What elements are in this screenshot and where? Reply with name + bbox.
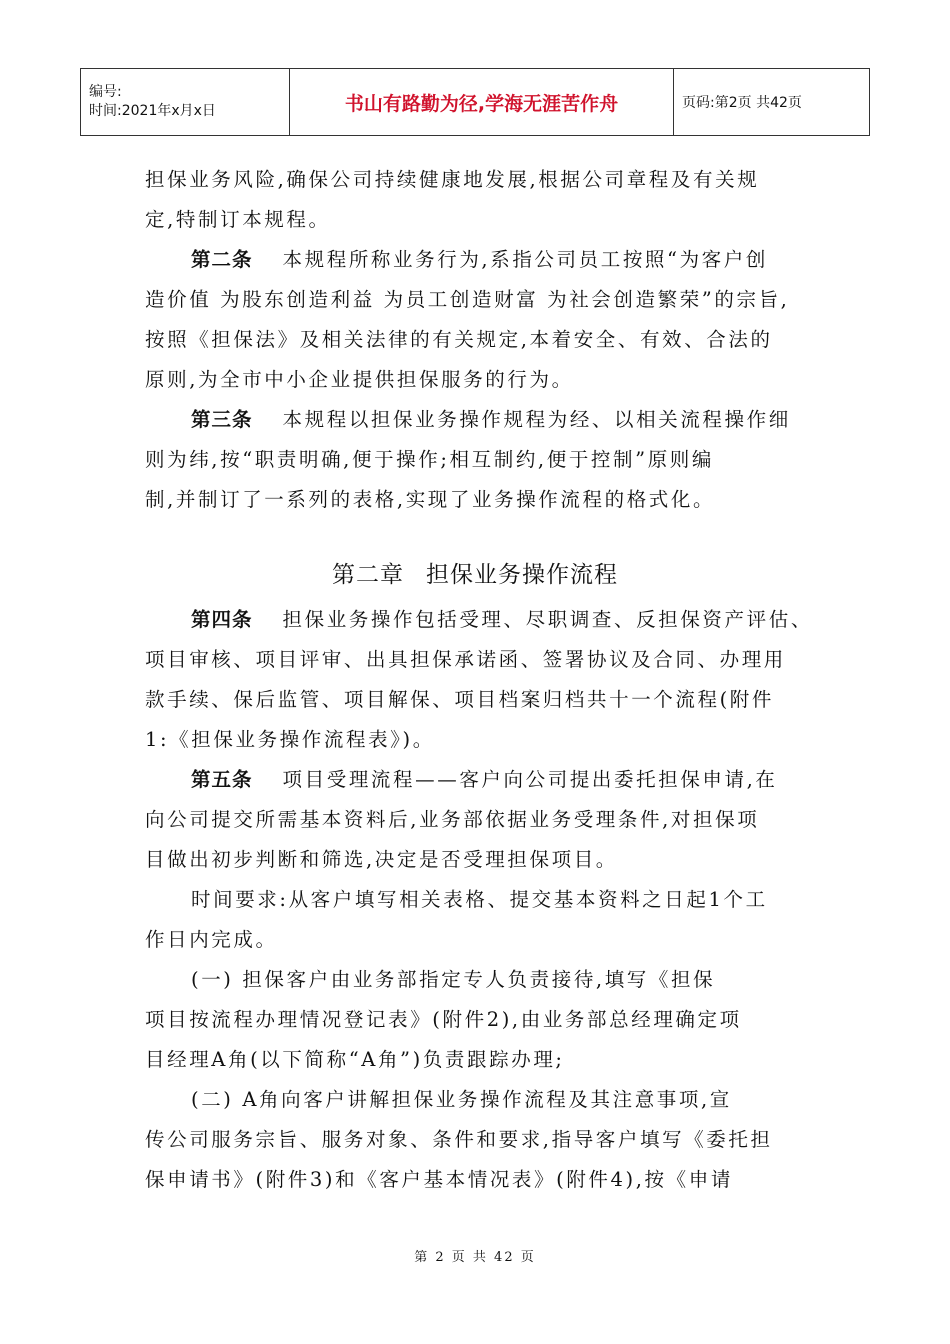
article-number: 第五条 xyxy=(191,768,253,791)
body-section-1 xyxy=(145,160,805,520)
paragraph-line: 保申请书》(附件3)和《客户基本情况表》(附件4),按《申请 xyxy=(145,1168,733,1191)
paragraph-line: 目做出初步判断和筛选,决定是否受理担保项目。 xyxy=(145,848,618,871)
article-text: 本规程所称业务行为,系指公司员工按照“为客户创 xyxy=(282,248,768,271)
paragraph-line: 制,并制订了一系列的表格,实现了业务操作流程的格式化。 xyxy=(145,488,716,511)
chapter-number: 第二章 xyxy=(332,562,404,588)
paragraph-line: 款手续、保后监管、项目解保、项目档案归档共十一个流程(附件 xyxy=(145,688,775,711)
page-footer: 第 2 页 共 42 页 xyxy=(414,1250,536,1265)
paragraph-line: 1:《担保业务操作流程表》)。 xyxy=(145,728,435,751)
paragraph-line: 造价值 为股东创造利益 为员工创造财富 为社会创造繁荣”的宗旨, xyxy=(145,288,790,311)
paragraph-line: 项目按流程办理情况登记表》(附件2),由业务部总经理确定项 xyxy=(145,1008,742,1031)
paragraph-line: 定,特制订本规程。 xyxy=(145,208,331,231)
article-text: (二) A角向客户讲解担保业务操作流程及其注意事项,宣 xyxy=(191,1088,732,1111)
paragraph-line xyxy=(145,760,805,800)
paragraph-line: 目经理A角(以下简称“A角”)负责跟踪办理; xyxy=(145,1048,565,1071)
paragraph-line: 作日内完成。 xyxy=(145,928,278,951)
article-number: 第四条 xyxy=(191,608,253,631)
paragraph-line xyxy=(145,600,813,640)
article-text: (一) 担保客户由业务部指定专人负责接待,填写《担保 xyxy=(191,968,716,991)
paragraph-line: 则为纬,按“职责明确,便于操作;相互制约,便于控制”原则编 xyxy=(145,448,715,471)
paragraph-line: 向公司提交所需基本资料后,业务部依据业务受理条件,对担保项 xyxy=(145,808,760,831)
chapter-name: 担保业务操作流程 xyxy=(426,562,618,588)
chapter-title xyxy=(0,556,950,589)
article-text: 项目受理流程——客户向公司提出委托担保申请,在 xyxy=(282,768,778,791)
article-text: 担保业务操作包括受理、尽职调查、反担保资产评估、 xyxy=(282,608,813,631)
paragraph-line xyxy=(145,400,805,440)
header-meta xyxy=(81,69,290,136)
paragraph-line: 项目审核、项目评审、出具担保承诺函、签署协议及合同、办理用 xyxy=(145,648,786,671)
paragraph-line: 传公司服务宗旨、服务对象、条件和要求,指导客户填写《委托担 xyxy=(145,1128,773,1151)
paragraph-line xyxy=(145,1080,805,1120)
article-number: 第二条 xyxy=(191,248,253,271)
paragraph-line xyxy=(145,880,805,920)
article-number: 第三条 xyxy=(191,408,253,431)
header-motto: 书山有路勤为径,学海无涯苦作舟 xyxy=(290,69,674,136)
header-page-info: 页码:第2页 共42页 xyxy=(674,69,870,136)
paragraph-line: 按照《担保法》及相关法律的有关规定,本着安全、有效、合法的 xyxy=(145,328,773,351)
paragraph-line: 原则,为全市中小企业提供担保服务的行为。 xyxy=(145,368,574,391)
header-number: 编号: xyxy=(89,84,122,100)
body-section-2 xyxy=(145,600,813,1200)
paragraph-line xyxy=(145,960,805,1000)
document-header xyxy=(80,68,870,136)
paragraph-line xyxy=(145,240,805,280)
article-text: 本规程以担保业务操作规程为经、以相关流程操作细 xyxy=(282,408,791,431)
article-text: 时间要求:从客户填写相关表格、提交基本资料之日起1个工 xyxy=(191,888,768,911)
paragraph-line: 担保业务风险,确保公司持续健康地发展,根据公司章程及有关规 xyxy=(145,168,760,191)
header-date: 时间:2021年x月x日 xyxy=(89,103,216,119)
